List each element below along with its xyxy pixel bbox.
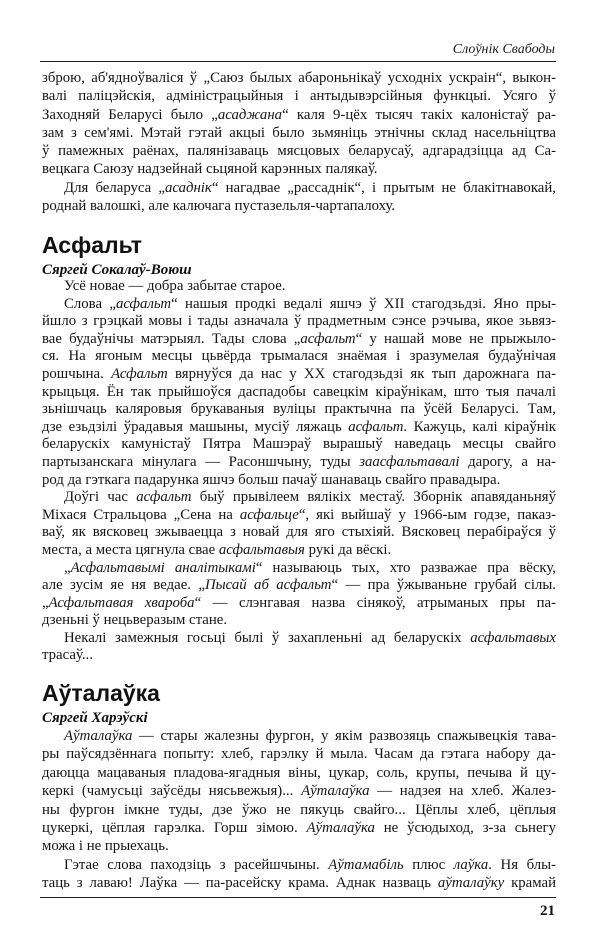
text-run: “ нашыя продкі ведалі яшчэ ў XII стагодзьдзі. Яно пры- [171, 295, 557, 312]
header-rule [40, 61, 556, 62]
text-run: “ — пра ўжываньне грубай сілы. [331, 577, 557, 594]
text-run: “ каля 9-цёх тысяч такіх калоністаў ра- [282, 106, 556, 123]
italic-run: Аўталаўка [64, 728, 133, 744]
text-line [42, 727, 556, 745]
text-run: таць з лаваю! Лаўка — па-расейску крама. Аднак назваць [42, 875, 438, 892]
text-line [42, 472, 556, 490]
italic-run: асфальт [348, 418, 404, 435]
text-run: “ называюць тых, хто разважае пра вёску, [255, 559, 556, 576]
text-run: рошчына. [42, 365, 112, 382]
text-line [42, 524, 556, 542]
italic-run: асфальце [239, 506, 299, 523]
italic-run: Асфальтавая хвароба [48, 594, 195, 611]
page-number: 21 [540, 903, 555, 919]
text-line [42, 436, 556, 454]
text-run: . Ня блы- [488, 856, 556, 873]
paragraph [42, 69, 556, 179]
text-run: партызанскага мінулага — Расоншчыну, туды [42, 453, 360, 470]
text-run: рукі да вёскі. [304, 541, 392, 558]
text-run: Слова „ [64, 295, 116, 312]
text-run: ў памежных раёнах, палянізаваць мясцовых беларусаў, адгарадзіцца ад Са- [42, 143, 556, 160]
italic-run: асфальтавых [470, 629, 556, 646]
text-line [42, 313, 556, 331]
paragraph [42, 560, 556, 630]
text-run: крамай [504, 875, 556, 892]
italic-run: асфальт [300, 330, 356, 347]
text-line [42, 124, 556, 142]
italic-run: аўталаўку [437, 875, 505, 892]
paragraph [42, 489, 556, 559]
text-run: роднай валошкі, але калючага пустазельля-чартапалоху. [42, 198, 396, 215]
entry-body [42, 727, 556, 893]
text-line [42, 507, 556, 525]
entry-author: Сяргей Харэўскі [42, 710, 148, 726]
italic-run: Асфальтавымі аналітыкамі [70, 559, 256, 576]
text-line [42, 595, 556, 613]
text-run: Міхася Стральцова „Сена на [42, 506, 240, 523]
italic-run: лаўка [453, 856, 489, 873]
italic-run: асаджана [217, 106, 283, 123]
text-line [42, 160, 556, 178]
text-run: не ўсюдыход, з-за сьнегу [374, 819, 557, 836]
text-run: род да гэткага падарунка яшчэ больш пачаў шанаваць свайго правадыра. [42, 471, 501, 488]
paragraph [42, 296, 556, 490]
intro-text [42, 69, 556, 215]
paragraph [42, 179, 556, 216]
running-title: Слоўнік Свабоды [452, 42, 555, 57]
text-line [42, 577, 556, 595]
text-run: Усё новае — добра забытае старое. [64, 278, 286, 294]
entry-title: Асфальт [42, 232, 143, 258]
text-line [42, 612, 556, 630]
text-run: Заходняй Беларусі было „ [42, 106, 218, 123]
text-run: . Кажуць, калі кіраўнік [403, 418, 556, 435]
italic-run: Пысай аб асфальт [204, 577, 332, 594]
text-run: ры паўсядзённага попыту: хлеб, гарэлку й мыла. Часам да гэтага набору да- [42, 746, 556, 763]
text-run: вярнуўся да нас у XX стагодзьдзі як тып дарожнага па- [167, 365, 556, 382]
italic-run: Аўтамабіль [328, 856, 404, 873]
text-run: ся. На ягоным месцы цьвёрда трымалася знаёмая і зразумелая будаўнічая [42, 348, 556, 365]
text-line [42, 542, 556, 560]
text-run: Некалі замежныя госьці былі ў захапленьні ад беларускіх [64, 629, 471, 646]
text-run: беларускіх камуністаў Пятра Машэраў вырашыў наведаць месцы свайго [42, 436, 556, 453]
text-line [42, 630, 556, 648]
text-line [42, 454, 556, 472]
text-line [42, 764, 556, 782]
paragraph [42, 727, 556, 856]
text-run: даюцца мацаваныя пладова-ягадныя віны, цукар, соль, крупы, печыва й цу- [42, 764, 556, 781]
text-run: “ нагадвае „рассаднік“, і прытым не блакітнавокай, [211, 179, 556, 196]
text-run: “ у нашай мове не прыжыло- [355, 330, 556, 347]
paragraph [42, 278, 556, 296]
text-line [42, 837, 556, 855]
entry-author: Сяргей Сокалаў-Воюш [42, 262, 192, 278]
text-run: трасаў... [42, 647, 93, 664]
text-run: Доўгі час [64, 489, 137, 506]
text-run: быў прывілеем вялікіх местаў. Зборнік апавяданьняў [191, 489, 557, 506]
text-run: Гэтае слова паходзіць з расейшчыны. [64, 856, 329, 873]
text-line [42, 106, 556, 124]
text-line [42, 142, 556, 160]
text-line [42, 819, 556, 837]
text-run: керкі (чамусьці заўсёды нясьвежыя)... [42, 783, 302, 800]
entry-title: Аўталаўка [42, 680, 160, 706]
text-run: зброю, аб'ядноўваліся ў „Саюз былых абароньнікаў усходніх ускраін“, выкон- [42, 70, 556, 86]
text-run: плюс [403, 856, 454, 873]
text-line [42, 874, 556, 892]
text-run: можа і не прыехаць. [42, 838, 169, 855]
text-run: зам з сем'ямі. Мэтай гэтай акцыі было зьмяніць этнічны склад насельніцтва [42, 124, 556, 141]
text-run: дзе езьдзілі ўрадавыя машыны, мусіў ляжаць [42, 418, 349, 435]
text-run: ны фургон імкне туды, дзе ўжо не пякуць свайго... Цёплы хлеб, цёплыя [42, 801, 556, 818]
text-line [42, 348, 556, 366]
italic-run: асфальт [136, 489, 192, 506]
entry-body [42, 278, 556, 665]
text-run: “, які выйшаў у 1966-ым годзе, паказ- [298, 506, 556, 523]
italic-run: заасфальтавалі [359, 453, 460, 470]
italic-run: асфальтавыя [218, 541, 305, 558]
italic-run: Асфальт [111, 365, 168, 382]
text-line [42, 489, 556, 507]
text-run: — стары жалезны фургон, у якім развозяць спажывецкія тава- [132, 728, 556, 744]
text-line [42, 560, 556, 578]
italic-run: асаднік [165, 179, 212, 196]
text-run: „ [42, 594, 49, 611]
text-line [42, 179, 556, 197]
text-line [42, 366, 556, 384]
text-run: — надзея на хлеб. Жалез- [369, 783, 556, 800]
text-run: места, а места цягнула свае [42, 541, 219, 558]
text-run: крыцьця. Ён так прыйшоўся даспадобы савецкім кіраўнікам, што тыя пачалі [42, 383, 556, 400]
text-line [42, 647, 556, 665]
text-line [42, 87, 556, 105]
text-run: йшло з грэцкай мовы і тады азначала ў прадметным сэнсе рэчыва, якое зьвяз- [42, 313, 556, 330]
text-line [42, 782, 556, 800]
italic-run: асфальт [115, 295, 172, 312]
text-run: вецкага Саюзу надзейнай сьцяной карэнных палякаў. [42, 161, 378, 178]
text-run: ваў, як вясковец зжываецца з новай для яго стыхіяй. Вясковец перабіраўся ў [42, 524, 556, 541]
text-run: дарогу, а на- [459, 453, 556, 470]
text-run: Для беларуса „ [64, 179, 165, 196]
text-line [42, 745, 556, 763]
text-run: „ [64, 559, 71, 576]
text-run: валі паліцэйскія, адміністрацыйныя і антыдывэрсійныя функцыі. Усяго ў [42, 88, 556, 105]
footer-rule [40, 897, 556, 898]
text-line [42, 384, 556, 402]
text-line [42, 296, 556, 314]
italic-run: Аўталаўка [306, 819, 375, 836]
paragraph [42, 630, 556, 665]
text-run: зьнішчаць каляровыя брукаваныя вуліцы практычна па ўсёй Беларусі. Там, [42, 401, 556, 418]
text-run: дзеньні ў нецьверазым стане. [42, 612, 228, 629]
paragraph [42, 856, 556, 893]
text-line [42, 419, 556, 437]
text-line [42, 278, 556, 296]
text-line [42, 401, 556, 419]
text-run: вае будаўнічы матэрыял. Тады слова „ [42, 330, 301, 347]
text-line [42, 69, 556, 87]
italic-run: Аўталаўка [301, 783, 370, 800]
text-run: “ — слэнгавая назва сінякоў, атрыманых пры па- [194, 594, 557, 611]
text-run: але зусім яе ня ведае. „ [42, 577, 205, 594]
text-line [42, 856, 556, 874]
text-line [42, 801, 556, 819]
text-line [42, 197, 556, 215]
text-line [42, 331, 556, 349]
text-run: цукеркі, цёплая гарэлка. Горш зімою. [42, 819, 307, 836]
